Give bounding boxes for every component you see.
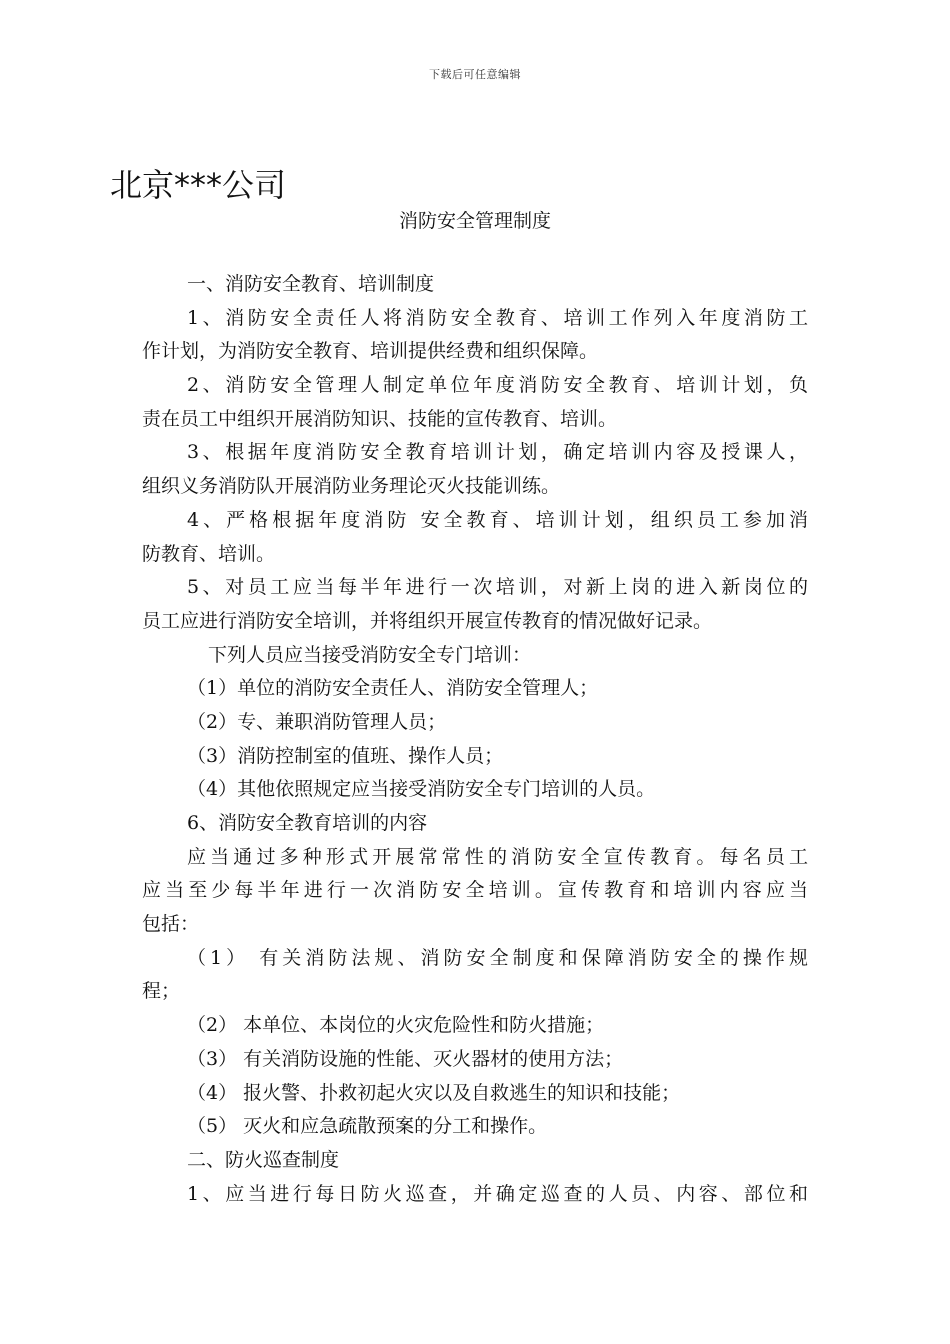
body-line: （3） 有关消防设施的性能、灭火器材的使用方法； [187,1047,624,1070]
document-title: 消防安全管理制度 [398,210,551,232]
header-note: 下载后可任意编辑 [429,68,521,81]
body-line: 程； [142,980,181,1003]
body-line: （2）专、兼职消防管理人员； [187,710,447,733]
body-line: 下列人员应当接受消防安全专门培训： [208,643,532,666]
body-line: （1） 有关消防法规、消防安全制度和保障消防安全的操作规 [187,946,808,969]
company-title: 北京***公司 [110,166,287,204]
body-line: 应当至少每半年进行一次消防安全培训。宣传教育和培训内容应当 [142,879,808,902]
body-line: 责在员工中组织开展消防知识、技能的宣传教育、培训。 [142,407,618,430]
body-line: （2） 本单位、本岗位的火灾危险性和防火措施； [187,1014,605,1037]
body-line: 作计划，为消防安全教育、培训提供经费和组织保障。 [142,340,599,363]
body-line: 3、根据年度消防安全教育培训计划，确定培训内容及授课人， [187,441,808,464]
body-line: 1、应当进行每日防火巡查，并确定巡查的人员、内容、部位和 [187,1182,808,1205]
body-line: 4、严格根据年度消防 安全教育、培训计划，组织员工参加消 [187,508,808,531]
body-line: （4）其他依照规定应当接受消防安全专门培训的人员。 [187,778,656,801]
body-line: 1、消防安全责任人将消防安全教育、培训工作列入年度消防工 [187,306,808,329]
body-line: （3）消防控制室的值班、操作人员； [187,744,504,767]
body-line: 2、消防安全管理人制定单位年度消防安全教育、培训计划，负 [187,374,808,397]
body-line: （4） 报火警、扑救初起火灾以及自救逃生的知识和技能； [187,1081,681,1104]
body-line: 6、消防安全教育培训的内容 [187,812,428,834]
body-line: （1）单位的消防安全责任人、消防安全管理人； [187,677,599,700]
body-line: 应当通过多种形式开展常常性的消防安全宣传教育。每名员工 [187,845,808,868]
body-line: 包括： [142,913,200,936]
body-line: 二、防火巡查制度 [187,1148,340,1171]
body-line: 5、对员工应当每半年进行一次培训，对新上岗的进入新岗位的 [187,576,808,599]
body-line: 员工应进行消防安全培训，并将组织开展宣传教育的情况做好记录。 [142,609,713,632]
body-line: 一、消防安全教育、培训制度 [187,273,435,295]
body-line: 组织义务消防队开展消防业务理论灭火技能训练。 [142,475,561,498]
body-line: 防教育、培训。 [142,542,276,565]
document-body [142,268,808,1211]
body-line: （5） 灭火和应急疏散预案的分工和操作。 [187,1115,548,1138]
